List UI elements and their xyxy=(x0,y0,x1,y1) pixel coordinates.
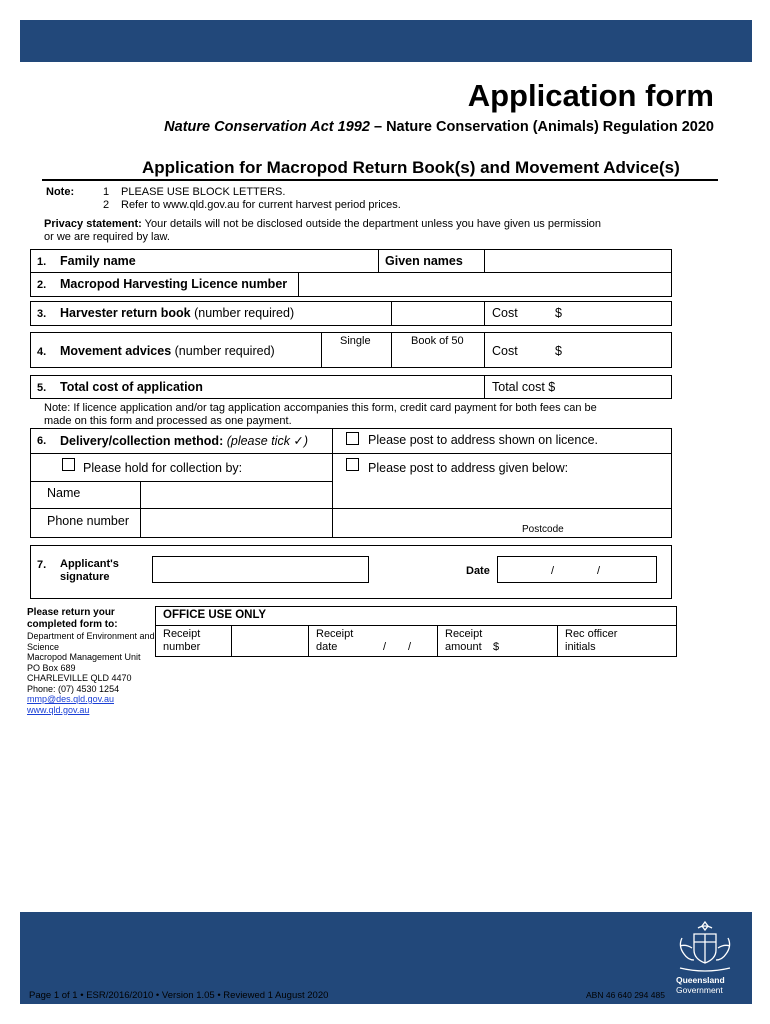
divider xyxy=(308,625,309,657)
address-line: Department of Environment and xyxy=(27,631,155,641)
divider xyxy=(484,332,485,368)
subtitle-dash: – xyxy=(369,119,387,135)
family-name-label: Family name xyxy=(60,254,136,268)
receipt-amount-1: Receipt xyxy=(445,628,483,640)
act-name: Nature Conservation Act 1992 xyxy=(164,119,370,135)
address-line: PO Box 689 xyxy=(27,662,76,673)
date-separator: / xyxy=(597,565,601,577)
divider xyxy=(321,332,322,368)
receipt-date-label xyxy=(316,628,353,654)
divider xyxy=(30,453,672,454)
total-cost-input[interactable] xyxy=(565,377,670,397)
divider xyxy=(557,625,558,657)
return-book-quantity-input[interactable] xyxy=(393,303,482,324)
signature-label xyxy=(60,558,119,584)
address-line: Phone: (07) 4530 1254 xyxy=(27,683,120,694)
signature-date-input[interactable] xyxy=(497,556,657,583)
logo-text-government: Government xyxy=(676,985,723,995)
divider xyxy=(30,272,672,273)
address-line: Science xyxy=(27,641,60,652)
collector-phone-input[interactable] xyxy=(142,510,330,536)
return-book-note: (number required) xyxy=(190,306,295,320)
post-to-licence-address-checkbox[interactable] xyxy=(346,432,359,445)
divider xyxy=(484,375,485,399)
divider xyxy=(155,625,677,626)
post-to-address-below-checkbox[interactable] xyxy=(346,458,359,471)
movement-advices-label xyxy=(60,344,275,358)
given-names-input[interactable] xyxy=(486,251,670,270)
postal-address-input[interactable] xyxy=(334,483,670,506)
divider xyxy=(140,481,141,538)
delivery-method-label-strong: Delivery/collection method: xyxy=(60,434,224,448)
rec-officer-label xyxy=(565,628,617,654)
receipt-amount-2: amount xyxy=(445,641,482,653)
privacy-label: Privacy statement: xyxy=(44,218,142,230)
divider xyxy=(332,428,333,538)
currency-symbol: $ xyxy=(555,344,562,358)
return-book-cost-input[interactable] xyxy=(567,303,670,324)
divider xyxy=(231,625,232,657)
regulation-name: Nature Conservation (Animals) Regulation 2020 xyxy=(386,119,714,135)
address-line: CHARLEVILLE QLD 4470 xyxy=(27,673,132,683)
note-label: Note: xyxy=(46,186,75,198)
privacy-statement xyxy=(44,218,724,244)
postcode-label: Postcode xyxy=(522,524,564,535)
collector-name-label: Name xyxy=(47,486,81,500)
postal-address-line2-input[interactable] xyxy=(334,510,670,536)
date-separator: / xyxy=(383,641,387,653)
total-cost-field-label: Total cost $ xyxy=(492,380,556,394)
payment-note-1: Note: If licence application and/or tag application accompanies this form, credit card payment for both fees can be xyxy=(44,402,597,414)
date-separator: / xyxy=(408,641,412,653)
row-number: 6. xyxy=(37,435,47,447)
divider xyxy=(30,481,332,482)
privacy-text: Your details will not be disclosed outside the department unless you have given us permission xyxy=(141,218,602,230)
cost-label: Cost xyxy=(492,344,518,358)
single-quantity-input[interactable] xyxy=(323,350,389,366)
book-of-50-label: Book of 50 xyxy=(411,335,464,347)
return-heading xyxy=(27,607,118,631)
receipt-date-1: Receipt xyxy=(316,628,354,640)
legislation-subtitle xyxy=(164,119,714,135)
signature-input[interactable] xyxy=(152,556,369,583)
rec-officer-1: Rec officer xyxy=(565,628,618,640)
total-cost-label: Total cost of application xyxy=(60,380,203,394)
post-to-licence-address-label: Please post to address shown on licence. xyxy=(368,433,598,447)
movement-advices-cost-input[interactable] xyxy=(567,334,670,366)
row-number: 3. xyxy=(37,308,47,320)
logo-text-queensland: Queensland xyxy=(676,975,725,985)
return-heading-1: Please return your xyxy=(27,607,115,618)
hold-for-collection-checkbox[interactable] xyxy=(62,458,75,471)
divider xyxy=(298,272,299,297)
address-line: Macropod Management Unit xyxy=(27,652,141,662)
date-separator: / xyxy=(551,565,555,577)
page-title: Application form xyxy=(467,78,714,113)
row-number: 7. xyxy=(37,559,47,571)
post-to-address-below-label: Please post to address given below: xyxy=(368,461,569,475)
heading-rule xyxy=(42,179,718,181)
form-heading: Application for Macropod Return Book(s) and Movement Advice(s) xyxy=(142,158,680,177)
return-book-label xyxy=(60,306,294,320)
website-link[interactable]: www.qld.gov.au xyxy=(27,704,90,715)
licence-number-input[interactable] xyxy=(300,274,670,295)
payment-note xyxy=(44,402,724,428)
movement-advices-note: (number required) xyxy=(171,344,275,358)
row-number: 5. xyxy=(37,382,47,394)
row-number: 1. xyxy=(37,256,47,268)
divider xyxy=(378,249,379,272)
row-number: 4. xyxy=(37,346,47,358)
single-label: Single xyxy=(340,335,371,347)
divider xyxy=(484,249,485,272)
page-info: Page 1 of 1 • ESR/2016/2010 • Version 1.05 • Reviewed 1 August 2020 xyxy=(29,990,329,1001)
abn: ABN 46 640 294 485 xyxy=(586,990,665,1000)
note-item-text: PLEASE USE BLOCK LETTERS. xyxy=(121,186,286,198)
divider xyxy=(30,508,672,509)
given-names-label: Given names xyxy=(385,254,463,268)
queensland-government-logo xyxy=(672,918,738,994)
collector-phone-label: Phone number xyxy=(47,514,130,528)
receipt-number-label xyxy=(163,628,200,654)
note-item-text: Refer to www.qld.gov.au for current harvest period prices. xyxy=(121,199,401,211)
rec-officer-2: initials xyxy=(565,641,596,653)
delivery-method-label xyxy=(60,433,308,448)
return-address xyxy=(27,631,155,715)
coat-of-arms-icon xyxy=(672,918,738,976)
payment-note-2: made on this form and processed as one payment. xyxy=(44,415,292,427)
divider xyxy=(391,332,392,368)
row-number: 2. xyxy=(37,279,47,291)
cost-label: Cost xyxy=(492,306,518,320)
movement-advices-label-strong: Movement advices xyxy=(60,344,172,358)
office-use-heading: OFFICE USE ONLY xyxy=(163,609,267,621)
email-link[interactable]: mmp@des.qld.gov.au xyxy=(27,694,115,704)
licence-number-label: Macropod Harvesting Licence number xyxy=(60,277,288,291)
receipt-number-2: number xyxy=(163,641,201,653)
return-book-label-strong: Harvester return book xyxy=(60,306,191,320)
header-bar xyxy=(20,20,752,62)
receipt-amount-label xyxy=(445,628,482,654)
divider xyxy=(484,301,485,326)
signature-label-2: signature xyxy=(60,571,110,583)
delivery-method-hint: (please tick ✓) xyxy=(226,434,309,448)
divider xyxy=(391,301,392,326)
receipt-date-2: date xyxy=(316,641,338,653)
currency-symbol: $ xyxy=(555,306,562,320)
divider xyxy=(437,625,438,657)
signature-label-1: Applicant's xyxy=(60,558,119,570)
hold-for-collection-label: Please hold for collection by: xyxy=(83,461,243,475)
family-name-input[interactable] xyxy=(142,251,376,270)
collector-name-input[interactable] xyxy=(142,483,330,506)
note-item-num: 2 xyxy=(103,199,110,211)
note-item-num: 1 xyxy=(103,186,110,198)
currency-symbol: $ xyxy=(493,641,500,653)
book-of-50-quantity-input[interactable] xyxy=(393,350,482,366)
return-heading-2: completed form to: xyxy=(27,619,118,630)
receipt-number-1: Receipt xyxy=(163,628,201,640)
privacy-text-2: or we are required by law. xyxy=(44,231,170,243)
date-label: Date xyxy=(466,565,490,577)
